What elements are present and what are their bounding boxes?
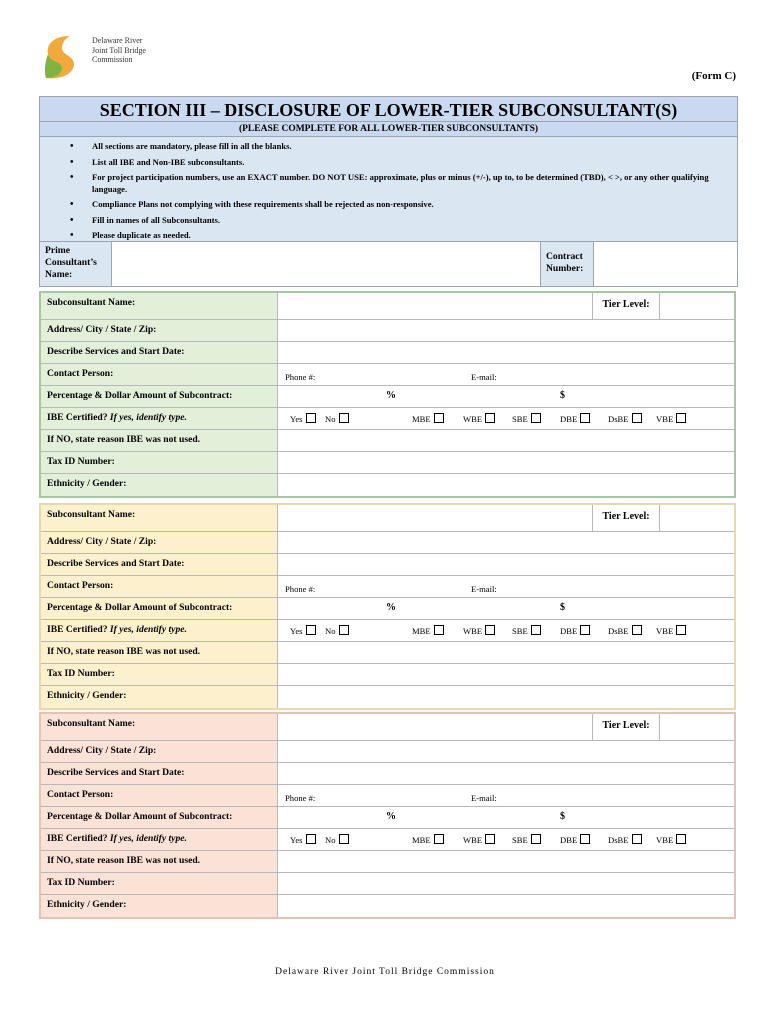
percentage-input[interactable]: [278, 807, 734, 828]
percentage-label: Percentage & Dollar Amount of Subcontract:: [41, 386, 278, 407]
reason-row: [41, 851, 734, 873]
services-input[interactable]: [278, 342, 734, 363]
taxid-row: [41, 873, 734, 895]
percentage-input[interactable]: [278, 598, 734, 619]
reason-label: If NO, state reason IBE was not used.: [41, 430, 278, 451]
instruction-item: • All sections are mandatory, please fill in all the blanks.: [92, 141, 737, 153]
taxid-input[interactable]: [278, 873, 734, 894]
phone-label: Phone #:: [285, 793, 316, 803]
address-input[interactable]: [278, 532, 734, 553]
section-header: [39, 96, 738, 251]
services-label: Describe Services and Start Date:: [41, 763, 278, 784]
reason-row: [41, 430, 734, 452]
subconsultant-name-input[interactable]: [278, 714, 734, 740]
section-subtitle: (PLEASE COMPLETE FOR ALL LOWER-TIER SUBCONSULTANTS): [40, 122, 737, 137]
subconsultant-name-label: Subconsultant Name:: [41, 505, 278, 531]
ibe-label: IBE Certified? If yes, identify type.: [41, 620, 278, 641]
ibe-options: [278, 829, 734, 850]
checkbox-icon[interactable]: [531, 625, 541, 635]
logo-text: Delaware River Joint Toll Bridge Commission: [92, 36, 146, 64]
subconsultant-name-row: [41, 714, 734, 741]
prime-consultant-input[interactable]: [112, 242, 540, 286]
services-row: [41, 342, 734, 364]
address-input[interactable]: [278, 741, 734, 762]
ethnicity-label: Ethnicity / Gender:: [41, 474, 278, 496]
taxid-row: [41, 664, 734, 686]
ibe-type-option[interactable]: DsBE: [608, 625, 642, 636]
taxid-label: Tax ID Number:: [41, 664, 278, 685]
contact-input[interactable]: [278, 364, 734, 385]
phone-label: Phone #:: [285, 584, 316, 594]
checkbox-icon[interactable]: [339, 413, 349, 423]
subconsultant-name-input[interactable]: [278, 505, 734, 531]
taxid-label: Tax ID Number:: [41, 873, 278, 894]
checkbox-icon[interactable]: [485, 834, 495, 844]
services-input[interactable]: [278, 763, 734, 784]
dollar-sign: $: [560, 390, 565, 401]
prime-consultant-row: [39, 241, 738, 287]
percentage-label: Percentage & Dollar Amount of Subcontract:: [41, 598, 278, 619]
percentage-label: Percentage & Dollar Amount of Subcontract:: [41, 807, 278, 828]
ibe-type-option[interactable]: SBE: [512, 834, 541, 845]
percent-sign: %: [386, 602, 396, 613]
contract-number-input[interactable]: [594, 242, 737, 286]
phone-label: Phone #:: [285, 372, 316, 382]
contact-input[interactable]: [278, 576, 734, 597]
address-row: [41, 532, 734, 554]
ibe-type-option[interactable]: DBE: [560, 834, 590, 845]
checkbox-icon[interactable]: [434, 625, 444, 635]
form-label: (Form C): [691, 70, 736, 82]
checkbox-icon[interactable]: [339, 834, 349, 844]
contact-label: Contact Person:: [41, 576, 278, 597]
subconsultant-block-2: [39, 503, 736, 710]
checkbox-icon[interactable]: [434, 834, 444, 844]
ibe-type-option[interactable]: DsBE: [608, 413, 642, 424]
address-label: Address/ City / State / Zip:: [41, 320, 278, 341]
percentage-row: [41, 386, 734, 408]
taxid-input[interactable]: [278, 664, 734, 685]
checkbox-icon[interactable]: [632, 413, 642, 423]
email-label: E-mail:: [471, 584, 497, 594]
checkbox-icon[interactable]: [676, 834, 686, 844]
contract-number-label: Contract Number:: [540, 242, 594, 286]
subconsultant-name-row: [41, 505, 734, 532]
subconsultant-name-label: Subconsultant Name:: [41, 293, 278, 319]
ibe-type-option[interactable]: DsBE: [608, 834, 642, 845]
checkbox-icon[interactable]: [632, 625, 642, 635]
section-title: SECTION III – DISCLOSURE OF LOWER-TIER SUBCONSULTANT(S): [40, 97, 737, 122]
checkbox-icon[interactable]: [632, 834, 642, 844]
ibe-options: [278, 620, 734, 641]
percent-sign: %: [386, 811, 396, 822]
address-label: Address/ City / State / Zip:: [41, 532, 278, 553]
reason-input[interactable]: [278, 430, 734, 451]
reason-label: If NO, state reason IBE was not used.: [41, 851, 278, 872]
checkbox-icon[interactable]: [676, 625, 686, 635]
dollar-sign: $: [560, 811, 565, 822]
reason-input[interactable]: [278, 851, 734, 872]
subconsultant-name-label: Subconsultant Name:: [41, 714, 278, 740]
page-footer: Delaware River Joint Toll Bridge Commission: [275, 967, 495, 977]
services-row: [41, 763, 734, 785]
taxid-row: [41, 452, 734, 474]
ethnicity-input[interactable]: [278, 474, 734, 496]
yes-option[interactable]: Yes: [290, 625, 316, 636]
percentage-input[interactable]: [278, 386, 734, 407]
tier-level-label: Tier Level:: [592, 714, 660, 740]
taxid-input[interactable]: [278, 452, 734, 473]
services-input[interactable]: [278, 554, 734, 575]
checkbox-icon[interactable]: [434, 413, 444, 423]
checkbox-icon[interactable]: [485, 625, 495, 635]
services-row: [41, 554, 734, 576]
no-option[interactable]: No: [325, 625, 349, 636]
checkbox-icon[interactable]: [676, 413, 686, 423]
checkbox-icon[interactable]: [306, 625, 316, 635]
email-label: E-mail:: [471, 372, 497, 382]
logo: [40, 34, 170, 80]
ibe-type-option[interactable]: VBE: [656, 413, 686, 424]
no-option[interactable]: No: [325, 834, 349, 845]
ethnicity-row: [41, 895, 734, 917]
contact-row: [41, 364, 734, 386]
ibe-row: [41, 408, 734, 430]
yes-option[interactable]: Yes: [290, 834, 316, 845]
contact-row: [41, 785, 734, 807]
ibe-label: IBE Certified? If yes, identify type.: [41, 829, 278, 850]
ethnicity-input[interactable]: [278, 895, 734, 917]
ibe-type-option[interactable]: MBE: [412, 413, 444, 424]
instruction-item: • Please duplicate as needed.: [92, 230, 737, 242]
ibe-type-option[interactable]: WBE: [463, 625, 495, 636]
no-option[interactable]: No: [325, 413, 349, 424]
checkbox-icon[interactable]: [306, 834, 316, 844]
dollar-sign: $: [560, 602, 565, 613]
ethnicity-input[interactable]: [278, 686, 734, 708]
checkbox-icon[interactable]: [580, 834, 590, 844]
ibe-label: IBE Certified? If yes, identify type.: [41, 408, 278, 429]
instructions-list: [40, 137, 737, 250]
percentage-row: [41, 807, 734, 829]
tier-level-label: Tier Level:: [592, 293, 660, 319]
ibe-type-option[interactable]: VBE: [656, 625, 686, 636]
checkbox-icon[interactable]: [339, 625, 349, 635]
checkbox-icon[interactable]: [580, 625, 590, 635]
ibe-type-option[interactable]: WBE: [463, 413, 495, 424]
drjtbc-logo-icon: [40, 34, 84, 80]
contact-input[interactable]: [278, 785, 734, 806]
subconsultant-block-3: [39, 712, 736, 919]
ibe-type-option[interactable]: WBE: [463, 834, 495, 845]
percentage-row: [41, 598, 734, 620]
subconsultant-name-row: [41, 293, 734, 320]
ibe-type-option[interactable]: MBE: [412, 834, 444, 845]
reason-label: If NO, state reason IBE was not used.: [41, 642, 278, 663]
email-label: E-mail:: [471, 793, 497, 803]
checkbox-icon[interactable]: [306, 413, 316, 423]
ibe-type-option[interactable]: VBE: [656, 834, 686, 845]
taxid-label: Tax ID Number:: [41, 452, 278, 473]
instruction-item: • Fill in names of all Subconsultants.: [92, 215, 737, 227]
subconsultant-name-input[interactable]: [278, 293, 734, 319]
yes-option[interactable]: Yes: [290, 413, 316, 424]
ethnicity-label: Ethnicity / Gender:: [41, 686, 278, 708]
subconsultant-block-1: [39, 291, 736, 498]
ibe-row: [41, 620, 734, 642]
services-label: Describe Services and Start Date:: [41, 554, 278, 575]
address-input[interactable]: [278, 320, 734, 341]
ethnicity-row: [41, 686, 734, 708]
services-label: Describe Services and Start Date:: [41, 342, 278, 363]
percent-sign: %: [386, 390, 396, 401]
address-row: [41, 320, 734, 342]
address-row: [41, 741, 734, 763]
ibe-options: [278, 408, 734, 429]
reason-row: [41, 642, 734, 664]
contact-label: Contact Person:: [41, 364, 278, 385]
checkbox-icon[interactable]: [580, 413, 590, 423]
ibe-type-option[interactable]: SBE: [512, 413, 541, 424]
instruction-item: • For project participation numbers, use an EXACT number. DO NOT USE: approximate, plus or minus (+/-), up to, to be determined (TBD), < >, or any other qualifying language.: [92, 172, 737, 195]
contact-label: Contact Person:: [41, 785, 278, 806]
ibe-row: [41, 829, 734, 851]
contact-row: [41, 576, 734, 598]
checkbox-icon[interactable]: [531, 834, 541, 844]
instruction-item: • List all IBE and Non-IBE subconsultants.: [92, 157, 737, 169]
ethnicity-row: [41, 474, 734, 496]
tier-level-label: Tier Level:: [592, 505, 660, 531]
ibe-type-option[interactable]: DBE: [560, 625, 590, 636]
checkbox-icon[interactable]: [531, 413, 541, 423]
ibe-type-option[interactable]: MBE: [412, 625, 444, 636]
ethnicity-label: Ethnicity / Gender:: [41, 895, 278, 917]
checkbox-icon[interactable]: [485, 413, 495, 423]
instruction-item: • Compliance Plans not complying with these requirements shall be rejected as non-responsive.: [92, 199, 737, 211]
reason-input[interactable]: [278, 642, 734, 663]
ibe-type-option[interactable]: DBE: [560, 413, 590, 424]
prime-consultant-label: Prime Consultant’s Name:: [40, 242, 112, 286]
ibe-type-option[interactable]: SBE: [512, 625, 541, 636]
address-label: Address/ City / State / Zip:: [41, 741, 278, 762]
